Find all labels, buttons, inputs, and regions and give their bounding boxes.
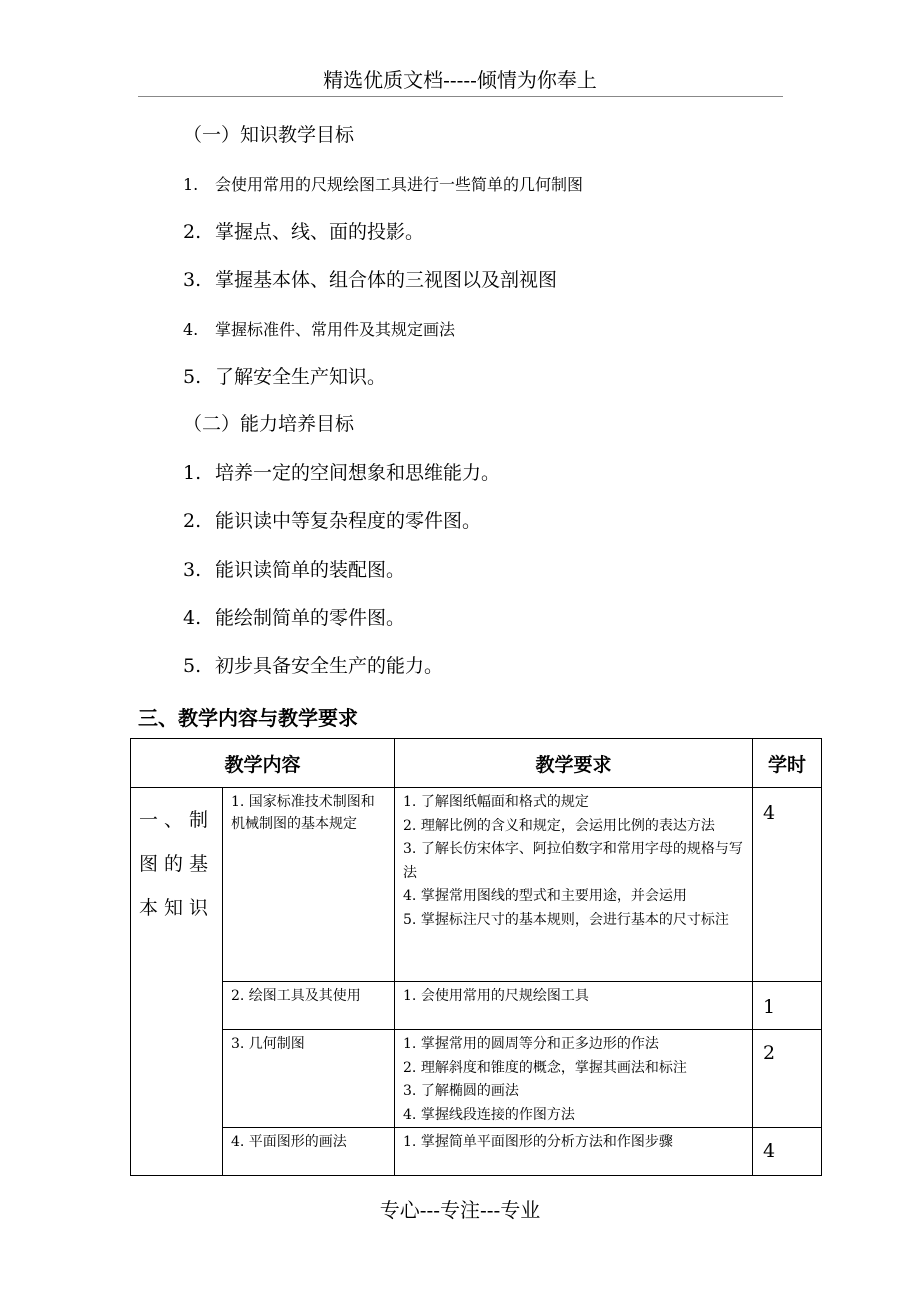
- requirement-item: 3. 了解椭圆的画法: [403, 1083, 519, 1100]
- page-footer: 专心---专注---专业: [379, 1198, 541, 1222]
- item-number: 4.: [183, 607, 202, 629]
- ability-item: [183, 605, 405, 631]
- table-row: [131, 1128, 822, 1176]
- item-text: 了解安全生产知识。: [215, 366, 387, 388]
- item-number: 1.: [183, 462, 202, 484]
- ability-heading: （二）能力培养目标: [183, 413, 355, 435]
- item-number: 2.: [183, 221, 202, 243]
- hours-cell: 2: [753, 1030, 822, 1128]
- item-text: 能识读中等复杂程度的零件图。: [215, 510, 482, 532]
- hours-cell: 1: [753, 982, 822, 1030]
- hours-cell: 4: [753, 788, 822, 982]
- requirement-item: 1. 掌握常用的圆周等分和正多边形的作法: [403, 1036, 659, 1052]
- item-number: 4.: [183, 320, 199, 339]
- knowledge-heading: （一）知识教学目标: [183, 124, 355, 146]
- item-number: 3.: [183, 559, 202, 581]
- requirements-cell: [395, 1128, 753, 1176]
- knowledge-item: [183, 172, 583, 198]
- header-requirements: 教学要求: [395, 739, 753, 788]
- page-header: 精选优质文档-----倾情为你奉上: [323, 68, 597, 92]
- header-hours: 学时: [753, 739, 822, 788]
- requirement-item: 5. 掌握标注尺寸的基本规则，会进行基本的尺寸标注: [403, 911, 729, 928]
- category-cell: 一、制图的基本知识: [131, 788, 223, 1176]
- requirement-item: 2. 理解斜度和锥度的概念，掌握其画法和标注: [403, 1059, 687, 1076]
- item-number: 5.: [183, 655, 202, 677]
- curriculum-table: [130, 738, 822, 1176]
- item-text: 掌握点、线、面的投影。: [215, 221, 425, 243]
- ability-item: [183, 460, 500, 486]
- requirements-cell: [395, 1030, 753, 1128]
- item-number: 1.: [183, 175, 199, 194]
- item-text: 掌握基本体、组合体的三视图以及剖视图: [215, 269, 558, 291]
- item-number: 5.: [183, 366, 202, 388]
- requirement-item: 1. 会使用常用的尺规绘图工具: [403, 988, 589, 1004]
- knowledge-item: [183, 267, 557, 293]
- header-content: 教学内容: [131, 739, 395, 788]
- requirement-item: 4. 掌握线段连接的作图方法: [403, 1106, 575, 1123]
- item-text: 能识读简单的装配图。: [215, 559, 406, 581]
- topic-cell: 4. 平面图形的画法: [223, 1128, 395, 1176]
- table-row: [131, 982, 822, 1030]
- requirement-item: 1. 掌握简单平面图形的分析方法和作图步骤: [403, 1134, 673, 1151]
- hours-cell: 4: [753, 1128, 822, 1176]
- item-text: 能绘制简单的零件图。: [215, 607, 406, 629]
- knowledge-item: [183, 364, 386, 390]
- table-row: [131, 788, 822, 982]
- item-text: 培养一定的空间想象和思维能力。: [215, 462, 501, 484]
- requirement-item: 4. 掌握常用图线的型式和主要用途，并会运用: [403, 888, 687, 905]
- requirements-cell: [395, 982, 753, 1030]
- item-number: 2.: [183, 510, 202, 532]
- header-divider: [138, 96, 783, 97]
- ability-item: [183, 557, 405, 583]
- item-number: 3.: [183, 269, 202, 291]
- topic-cell: 2. 绘图工具及其使用: [223, 982, 395, 1030]
- topic-cell: 1. 国家标准技术制图和机械制图的基本规定: [223, 788, 395, 982]
- requirement-item: 1. 了解图纸幅面和格式的规定: [403, 794, 589, 810]
- ability-item: [183, 653, 443, 679]
- requirement-item: 3. 了解长仿宋体字、阿拉伯数字和常用字母的规格与写法: [403, 841, 743, 881]
- knowledge-item: [183, 219, 424, 245]
- topic-cell: 3. 几何制图: [223, 1030, 395, 1128]
- table-row: [131, 1030, 822, 1128]
- item-text: 掌握标准件、常用件及其规定画法: [215, 320, 456, 339]
- requirements-cell: [395, 788, 753, 982]
- ability-item: [183, 508, 481, 534]
- item-text: 初步具备安全生产的能力。: [215, 655, 444, 677]
- item-text: 会使用常用的尺规绘图工具进行一些简单的几何制图: [215, 175, 584, 194]
- requirement-item: 2. 理解比例的含义和规定，会运用比例的表达方法: [403, 817, 715, 834]
- table-header-row: [131, 739, 822, 788]
- knowledge-item: [183, 317, 455, 343]
- section-heading: 三、教学内容与教学要求: [138, 706, 358, 730]
